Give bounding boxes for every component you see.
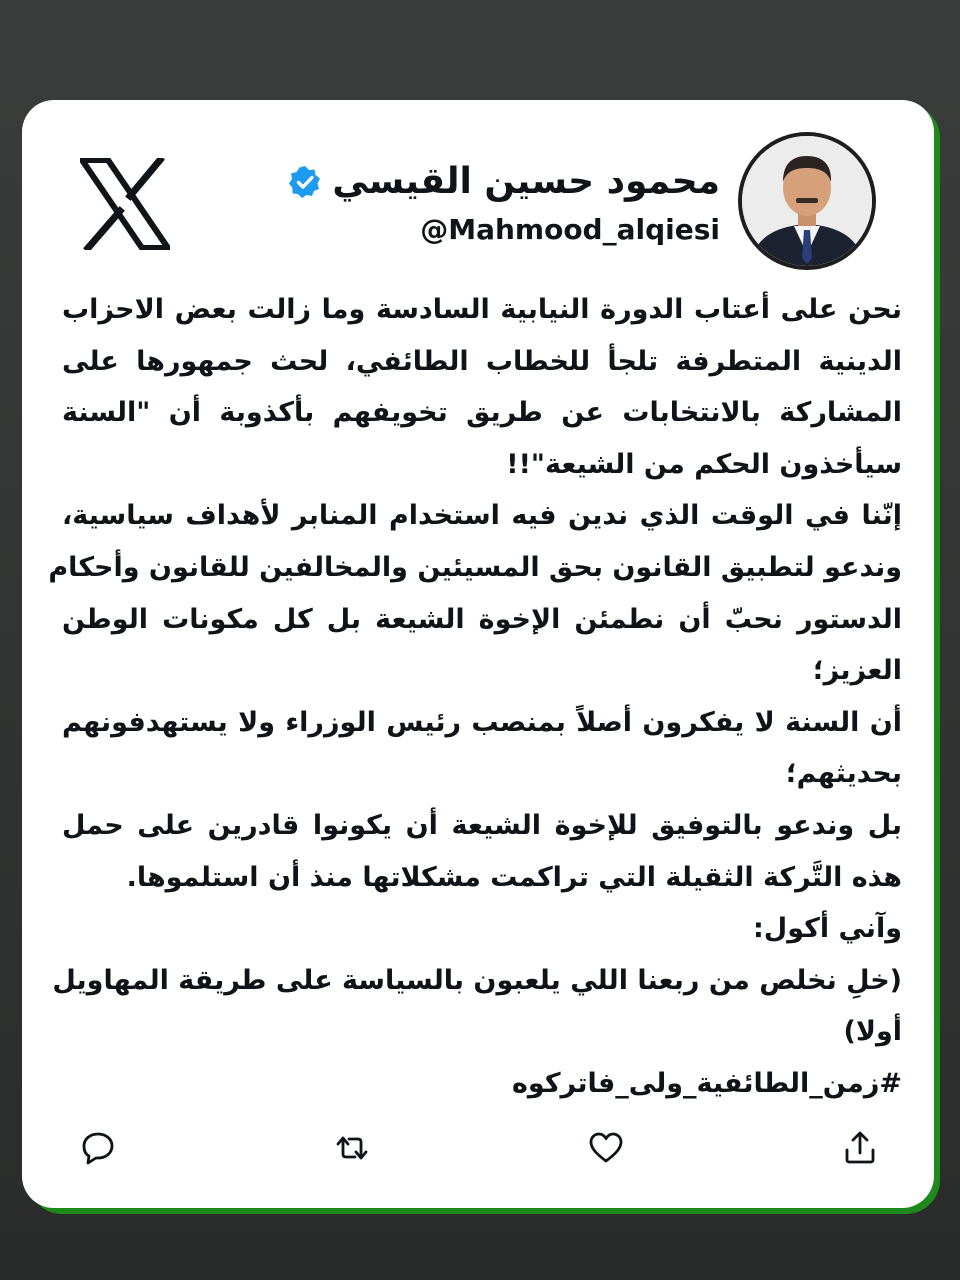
repost-button[interactable] (332, 1128, 372, 1168)
verified-badge-icon (288, 165, 322, 199)
display-name[interactable]: محمود حسين القيسي (332, 161, 720, 202)
x-logo-icon (80, 158, 170, 250)
like-button[interactable] (586, 1128, 626, 1168)
tweet-line: الدينية المتطرفة تلجأ للخطاب الطائفي، لحث جمهورها على (62, 345, 902, 377)
hashtag-link[interactable]: #زمن_الطائفية_ولى_فاتركوه (511, 1067, 902, 1099)
tweet-line: وآني أكول: (752, 913, 902, 945)
heart-icon (586, 1128, 626, 1168)
tweet-line: نحن على أعتاب الدورة النيابية السادسة وما زالت بعض الاحزاب (62, 294, 902, 325)
tweet-text (48, 284, 902, 1110)
avatar[interactable] (738, 132, 876, 270)
tweet-line: بحديثهم؛ (785, 758, 902, 790)
tweet-line: إنّنا في الوقت الذي ندين فيه استخدام المنابر لأهداف سياسية، (62, 500, 902, 532)
tweet-line: أولا) (843, 1016, 902, 1048)
tweet-line: العزيز؛ (812, 655, 902, 687)
tweet-line: هذه التَّركة الثقيلة التي تراكمت مشكلاتها منذ أن استلموها. (126, 861, 902, 893)
author-name-row[interactable] (288, 156, 720, 208)
tweet-line: (خلِ نخلص من ربعنا اللي يلعبون بالسياسة على طريقة المهاويل (52, 964, 902, 996)
reply-icon (78, 1128, 118, 1168)
author-handle[interactable]: @Mahmood_alqiesi (420, 213, 720, 246)
repost-icon (332, 1128, 372, 1168)
tweet-line: أن السنة لا يفكرون أصلاً بمنصب رئيس الوزراء ولا يستهدفونهم (62, 706, 902, 738)
reply-button[interactable] (78, 1128, 118, 1168)
tweet-line: وندعو لتطبيق القانون بحق المسيئين والمخالفين للقانون وأحكام (48, 551, 902, 583)
tweet-line: سيأخذون الحكم من الشيعة"!! (506, 448, 902, 480)
share-icon (840, 1128, 880, 1168)
tweet-line: الدستور نحبّ أن نطمئن الإخوة الشيعة بل كل مكونات الوطن (62, 603, 902, 635)
share-button[interactable] (840, 1128, 880, 1168)
tweet-line: بل وندعو بالتوفيق للإخوة الشيعة أن يكونوا قادرين على حمل (62, 809, 902, 841)
avatar-portrait-icon (742, 136, 872, 266)
tweet-line: المشاركة بالانتخابات عن طريق تخويفهم بأكذوبة أن "السنة (62, 397, 902, 429)
tweet-actions-bar (22, 1120, 934, 1176)
